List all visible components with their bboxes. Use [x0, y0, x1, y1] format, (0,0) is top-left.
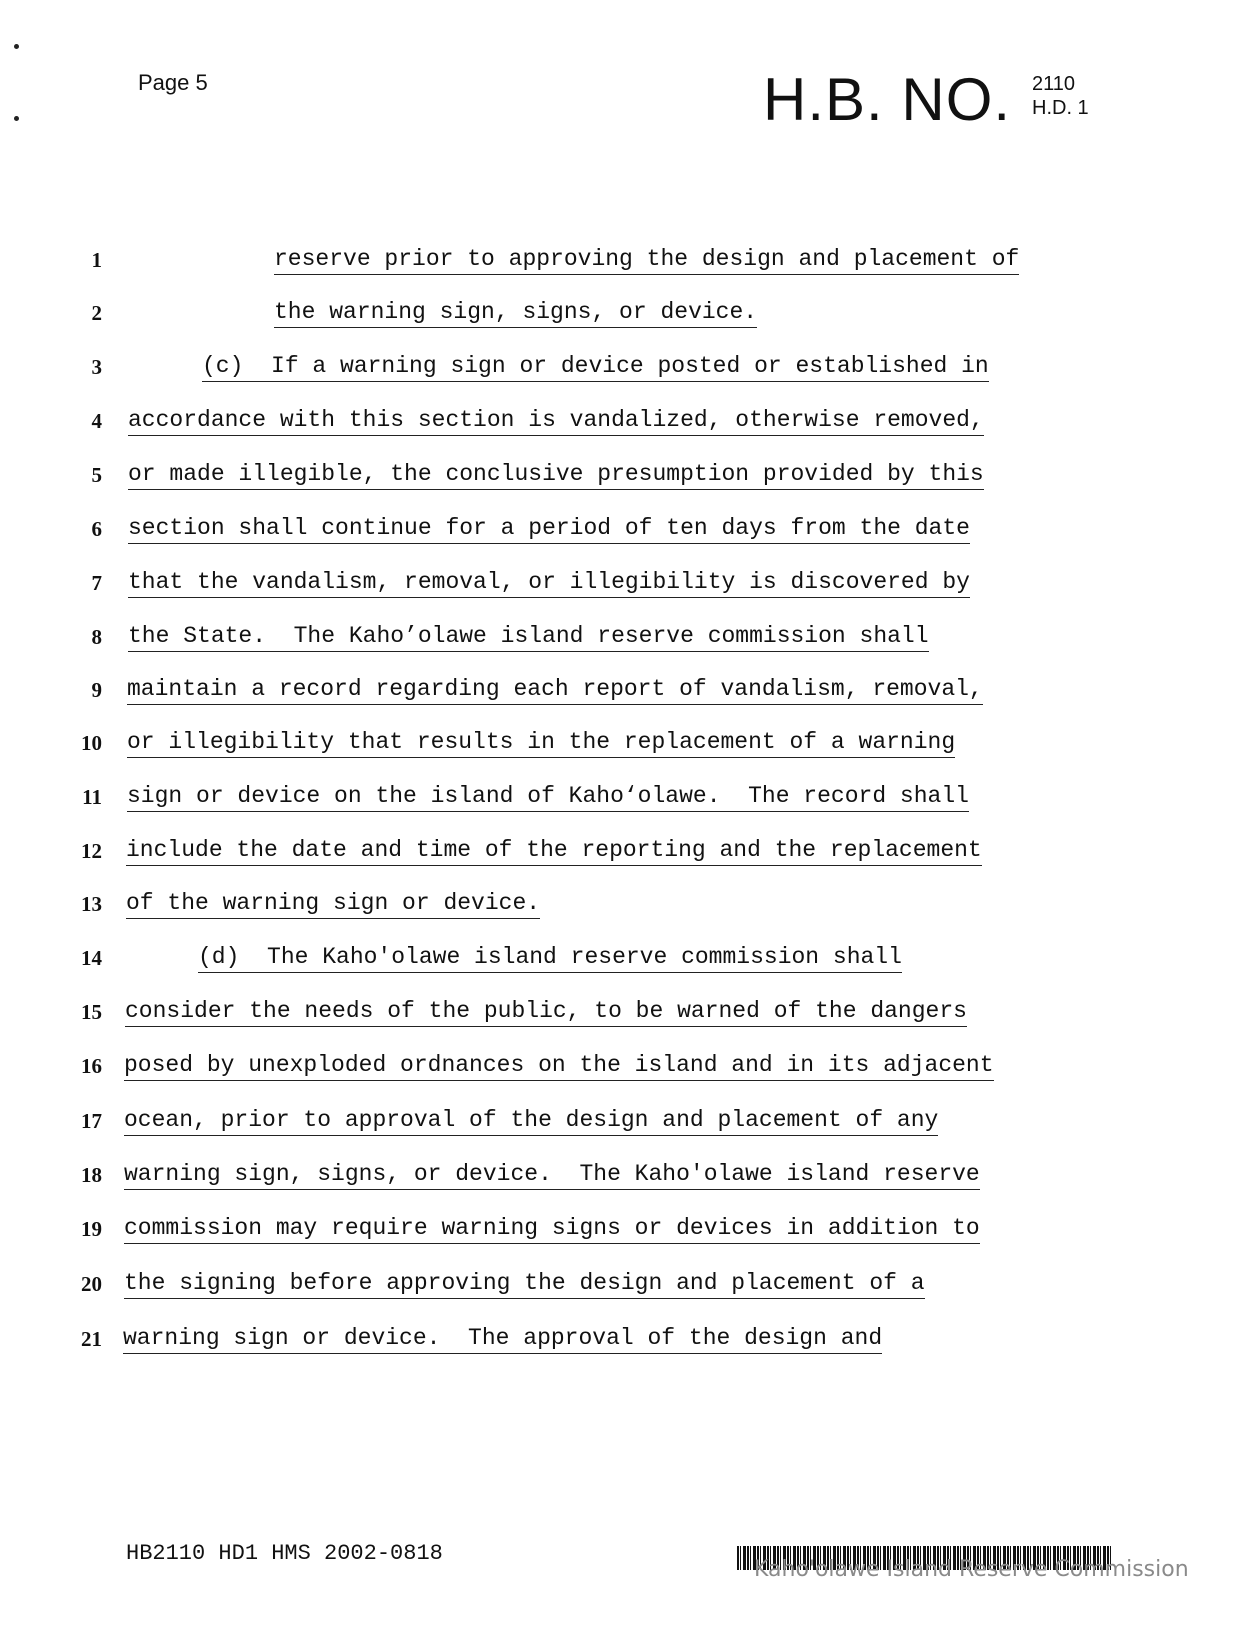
line-text: ocean, prior to approval of the design and placement of any	[124, 1107, 938, 1136]
text-line	[0, 353, 1247, 407]
line-text: sign or device on the island of Kaho‘olawe. The record shall	[127, 783, 969, 812]
line-number: 4	[91, 409, 102, 433]
line-number: 10	[81, 731, 102, 755]
text-line	[0, 461, 1247, 515]
line-number: 12	[81, 839, 102, 863]
line-number: 1	[91, 248, 102, 272]
text-line	[0, 1270, 1247, 1324]
watermark: Kaho'olawe Island Reserve Commission	[754, 1557, 1189, 1582]
text-line	[0, 407, 1247, 461]
line-number: 5	[91, 463, 102, 487]
line-number: 6	[91, 517, 102, 541]
line-text: posed by unexploded ordnances on the island and in its adjacent	[124, 1052, 994, 1081]
line-number: 21	[81, 1327, 102, 1351]
line-text: (c) If a warning sign or device posted or established in	[202, 353, 989, 382]
line-number: 13	[81, 892, 102, 916]
text-line	[0, 246, 1247, 300]
text-line	[0, 1161, 1247, 1215]
line-text: maintain a record regarding each report of vandalism, removal,	[127, 676, 983, 705]
text-line	[0, 676, 1247, 730]
bill-title: H.B. NO.	[763, 66, 1012, 133]
line-text: section shall continue for a period of ten days from the date	[128, 515, 970, 544]
text-line	[0, 890, 1247, 944]
line-text: consider the needs of the public, to be warned of the dangers	[125, 998, 967, 1027]
text-line	[0, 515, 1247, 569]
line-text: warning sign or device. The approval of the design and	[123, 1325, 882, 1354]
text-line	[0, 944, 1247, 998]
line-number: 14	[81, 946, 102, 970]
line-text: or made illegible, the conclusive presumption provided by this	[128, 461, 984, 490]
text-line	[0, 1052, 1247, 1106]
line-text: warning sign, signs, or device. The Kaho'olawe island reserve	[124, 1161, 980, 1190]
text-line	[0, 998, 1247, 1052]
text-line	[0, 837, 1247, 891]
line-number: 9	[91, 678, 102, 702]
line-text: reserve prior to approving the design and placement of	[274, 246, 1019, 275]
text-line	[0, 299, 1247, 353]
line-text: include the date and time of the reporting and the replacement	[126, 837, 982, 866]
line-text: of the warning sign or device.	[126, 890, 540, 919]
line-number: 20	[81, 1272, 102, 1296]
line-text: accordance with this section is vandalized, otherwise removed,	[128, 407, 984, 436]
draft-label: H.D. 1	[1032, 97, 1089, 119]
line-text: (d) The Kaho'olawe island reserve commission shall	[198, 944, 902, 973]
line-text: that the vandalism, removal, or illegibility is discovered by	[128, 569, 970, 598]
document-code: HB2110 HD1 HMS 2002-0818	[126, 1541, 443, 1566]
text-line	[0, 569, 1247, 623]
line-text: the State. The Kaho’olawe island reserve commission shall	[128, 623, 929, 652]
text-line	[0, 729, 1247, 783]
text-line	[0, 1107, 1247, 1161]
line-number: 11	[82, 785, 102, 809]
line-number: 2	[91, 301, 102, 325]
line-number: 7	[91, 571, 102, 595]
margin-mark	[14, 116, 19, 121]
text-line	[0, 623, 1247, 677]
text-line	[0, 783, 1247, 837]
text-line	[0, 1325, 1247, 1379]
bill-identifier	[1032, 72, 1089, 120]
line-number: 15	[81, 1000, 102, 1024]
line-text: commission may require warning signs or devices in addition to	[124, 1215, 980, 1244]
line-text: the signing before approving the design and placement of a	[124, 1270, 925, 1299]
line-text: or illegibility that results in the replacement of a warning	[127, 729, 955, 758]
margin-mark	[14, 44, 19, 49]
line-number: 18	[81, 1163, 102, 1187]
bill-number: 2110	[1032, 73, 1076, 95]
line-number: 19	[81, 1217, 102, 1241]
line-number: 16	[81, 1054, 102, 1078]
line-number: 8	[91, 625, 102, 649]
text-line	[0, 1215, 1247, 1269]
page-label: Page 5	[138, 70, 208, 95]
line-number: 3	[91, 355, 102, 379]
line-number: 17	[81, 1109, 102, 1133]
line-text: the warning sign, signs, or device.	[274, 299, 757, 328]
